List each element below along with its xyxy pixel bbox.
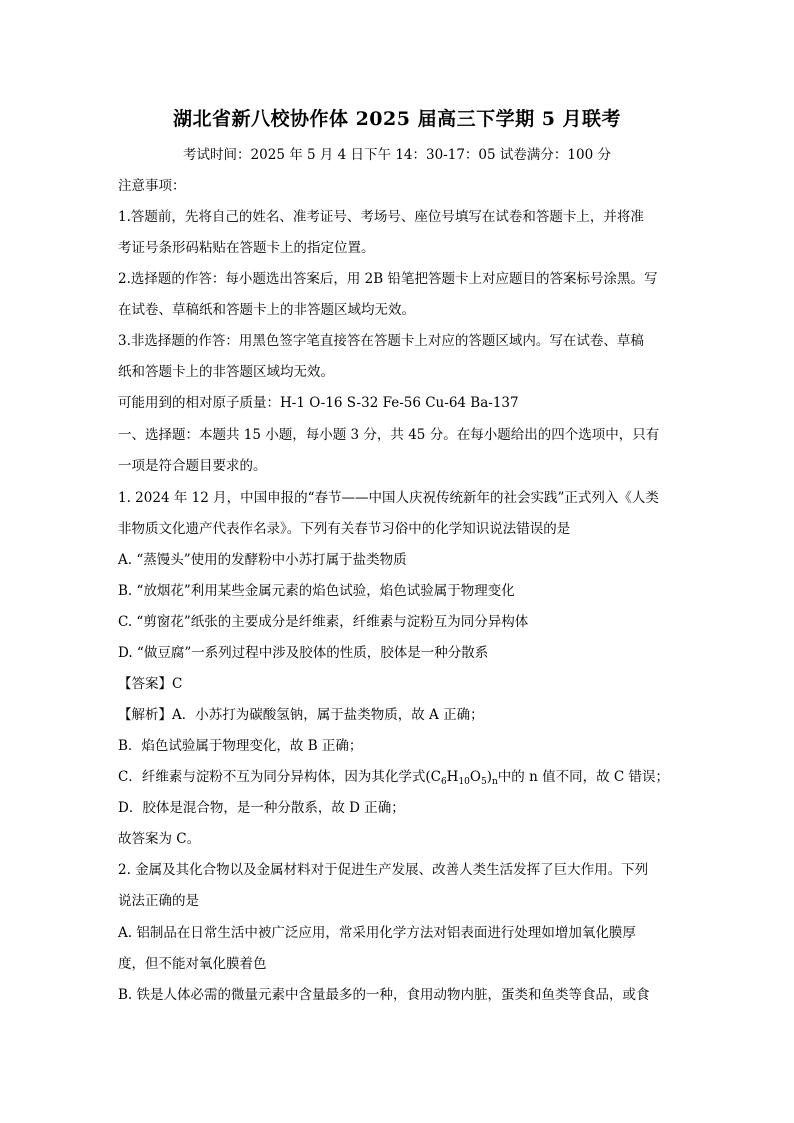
- question-1-stem-line-2: 非物质文化遗产代表作名录》。下列有关春节习俗中的化学知识说法错误的是: [118, 521, 571, 537]
- note-item-1-line-2: 考证号条形码粘贴在答题卡上的指定位置。: [118, 240, 375, 256]
- note-item-3-line-1: 3.非选择题的作答：用黑色签字笔直接答在答题卡上对应的答题区域内。写在试卷、草稿: [118, 333, 644, 349]
- formula-subscript-10: 10: [458, 777, 470, 787]
- page-title: 湖北省新八校协作体 2025 届高三下学期 5 月联考: [172, 108, 622, 130]
- question-1-analysis-d: D．胶体是混合物，是一种分散系，故 D 正确；: [118, 800, 405, 816]
- question-2-stem-line-1: 2. 金属及其化合物以及金属材料对于促进生产发展、改善人类生活发挥了巨大作用。下列: [118, 862, 649, 878]
- formula-subscript-n: n: [492, 777, 498, 787]
- section-1-line-1: 一、选择题：本题共 15 小题，每小题 3 分，共 45 分。在每小题给出的四个选项中，只有: [118, 427, 660, 443]
- question-2-option-a-line-1: A. 铝制品在日常生活中被广泛应用，常采用化学方法对铝表面进行处理如增加氧化膜厚: [118, 925, 636, 941]
- question-1-analysis-c: [118, 768, 669, 786]
- question-1-analysis-b: B．焰色试验属于物理变化，故 B 正确；: [118, 738, 363, 754]
- formula-subscript-5: 5: [480, 777, 487, 787]
- analysis-c-text-start: C．纤维素与淀粉不互为同分异构体，因为其化学式(C: [118, 769, 441, 785]
- notes-heading: 注意事项：: [118, 178, 186, 194]
- question-2-option-b-line-1: B. 铁是人体必需的微量元素中含量最多的一种，食用动物内脏，蛋类和鱼类等食品，或食: [118, 987, 650, 1003]
- question-2-stem-line-2: 说法正确的是: [118, 893, 199, 909]
- note-item-3-line-2: 纸和答题卡上的非答题区域均无效。: [118, 364, 334, 380]
- question-2-option-a-line-2: 度，但不能对氧化膜着色: [118, 956, 267, 972]
- note-item-1-line-1: 1.答题前，先将自己的姓名、准考证号、考场号、座位号填写在试卷和答题卡上，并将准: [118, 209, 644, 225]
- note-item-2-line-2: 在试卷、草稿纸和答题卡上的非答题区域均无效。: [118, 302, 415, 318]
- formula-oxygen: O: [469, 769, 481, 785]
- formula-hydrogen: H: [446, 769, 459, 785]
- exam-time-info: 考试时间：2025 年 5 月 4 日下午 14：30-17：05 试卷满分：100 分: [183, 147, 611, 163]
- question-1-conclusion: 故答案为 C。: [118, 831, 201, 847]
- question-1-option-b: B. “放烟花”利用某些金属元素的焰色试验，焰色试验属于物理变化: [118, 583, 515, 599]
- formula-close-paren: ): [486, 769, 492, 785]
- question-1-stem-line-1: 1. 2024 年 12 月，中国申报的“春节——中国人庆祝传统新年的社会实践”正式列入《人类: [118, 490, 659, 506]
- atomic-masses: 可能用到的相对原子质量：H-1 O-16 S-32 Fe-56 Cu-64 Ba-137: [118, 395, 519, 411]
- section-1-line-2: 一项是符合题目要求的。: [118, 458, 267, 474]
- question-1-option-c: C. “剪窗花”纸张的主要成分是纤维素，纤维素与淀粉互为同分异构体: [118, 614, 529, 630]
- question-1-answer: 【答案】C: [118, 676, 183, 692]
- question-1-option-d: D. “做豆腐”一系列过程中涉及胶体的性质，胶体是一种分散系: [118, 645, 489, 661]
- analysis-c-text-end: 中的 n 值不同，故 C 错误；: [497, 769, 669, 785]
- question-1-analysis-a: 【解析】A．小苏打为碳酸氢钠，属于盐类物质，故 A 正确；: [118, 707, 484, 723]
- formula-subscript-6: 6: [440, 777, 447, 787]
- note-item-2-line-1: 2.选择题的作答：每小题选出答案后，用 2B 铅笔把答题卡上对应题目的答案标号涂黑。写: [118, 271, 658, 287]
- question-1-option-a: A. “蒸馒头”使用的发酵粉中小苏打属于盐类物质: [118, 552, 407, 568]
